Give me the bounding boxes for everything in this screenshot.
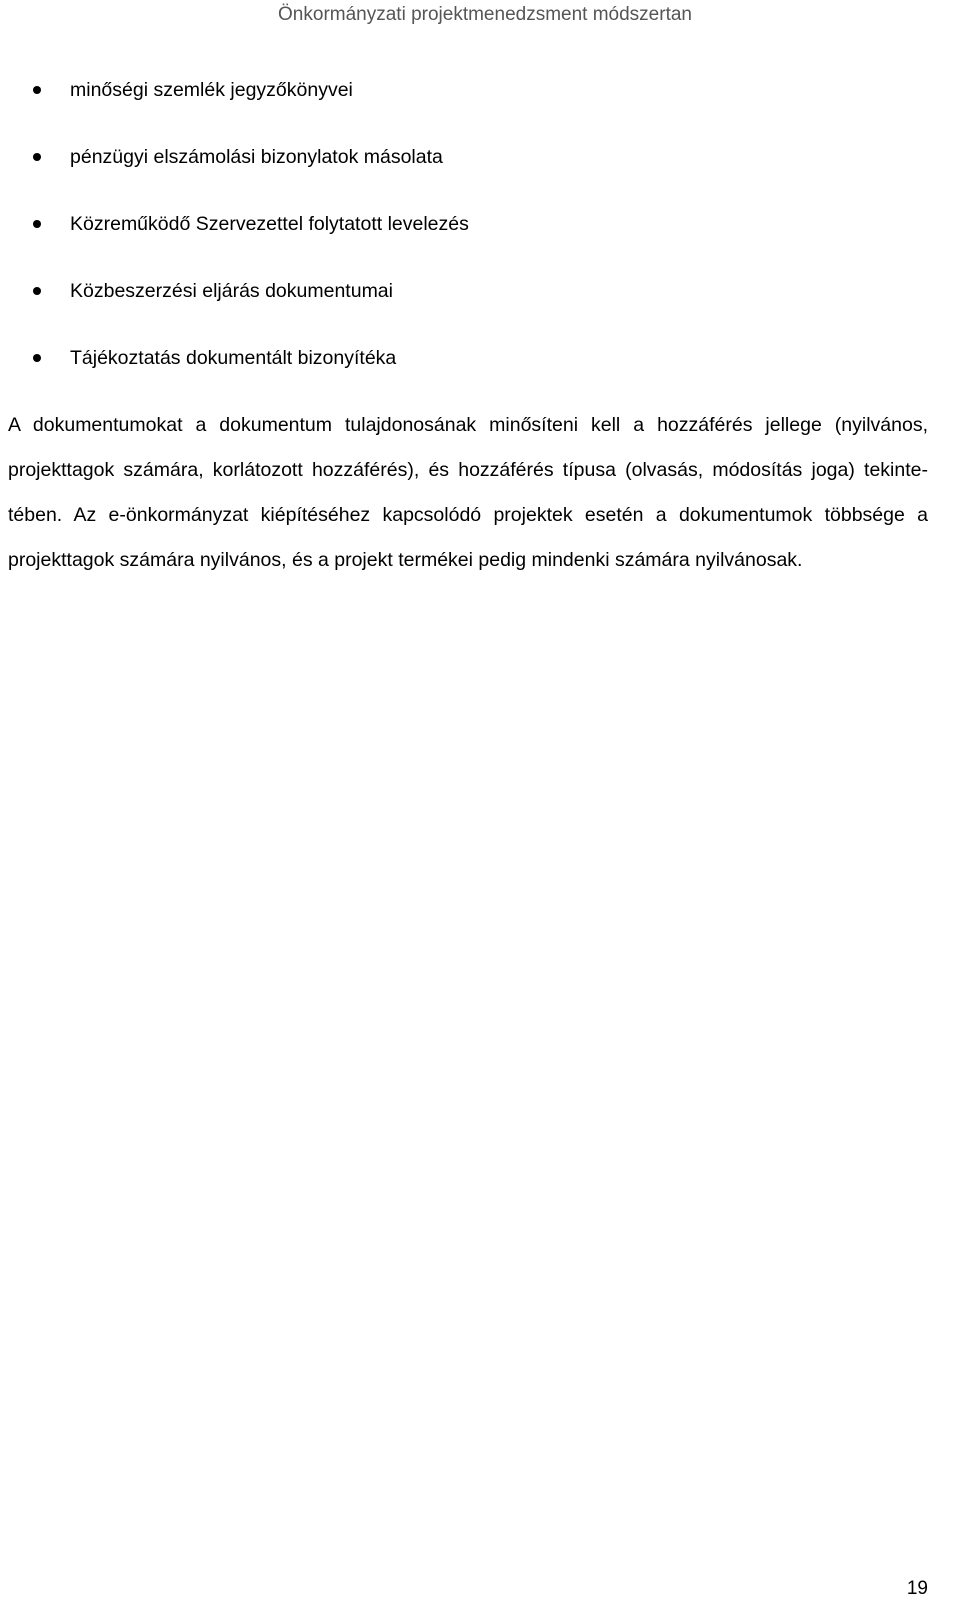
list-item-text: Tájékoztatás dokumentált bizonyítéka [70,347,397,369]
list-item-text: minőségi szemlék jegyzőkönyvei [70,79,353,101]
running-header: Önkormányzati projektmenedzsment módszertan [278,4,692,25]
page-number: 19 [906,1578,928,1599]
list-item-text: Közbeszerzési eljárás dokumentumai [70,280,393,302]
list-item [30,212,930,279]
bullet-list [30,78,930,413]
list-item [30,279,930,346]
list-item [30,78,930,145]
list-item [30,145,930,212]
bullet-icon [33,220,41,228]
body-paragraph: A dokumentumokat a dokumentum tulajdonosának minősíteni kell a hozzáférés jellege (nyilvános, projekttagok számára, korlátozott hozzáférés), és hozzáférés típusa (olvasás, módosítás joga) tekintetében. Az e-önkormányzat kiépítéséhez kapcsolódó projektek esetén a dokumentumok többsége a projekttagok számára nyilvános, és a projekt termékei pedig mindenki számára nyilvánosak. [8,414,928,571]
bullet-icon [33,354,41,362]
bullet-icon [33,153,41,161]
bullet-icon [33,86,41,94]
bullet-icon [33,287,41,295]
list-item-text: Közreműködő Szervezettel folytatott levelezés [70,213,469,235]
list-item-text: pénzügyi elszámolási bizonylatok másolata [70,146,443,168]
